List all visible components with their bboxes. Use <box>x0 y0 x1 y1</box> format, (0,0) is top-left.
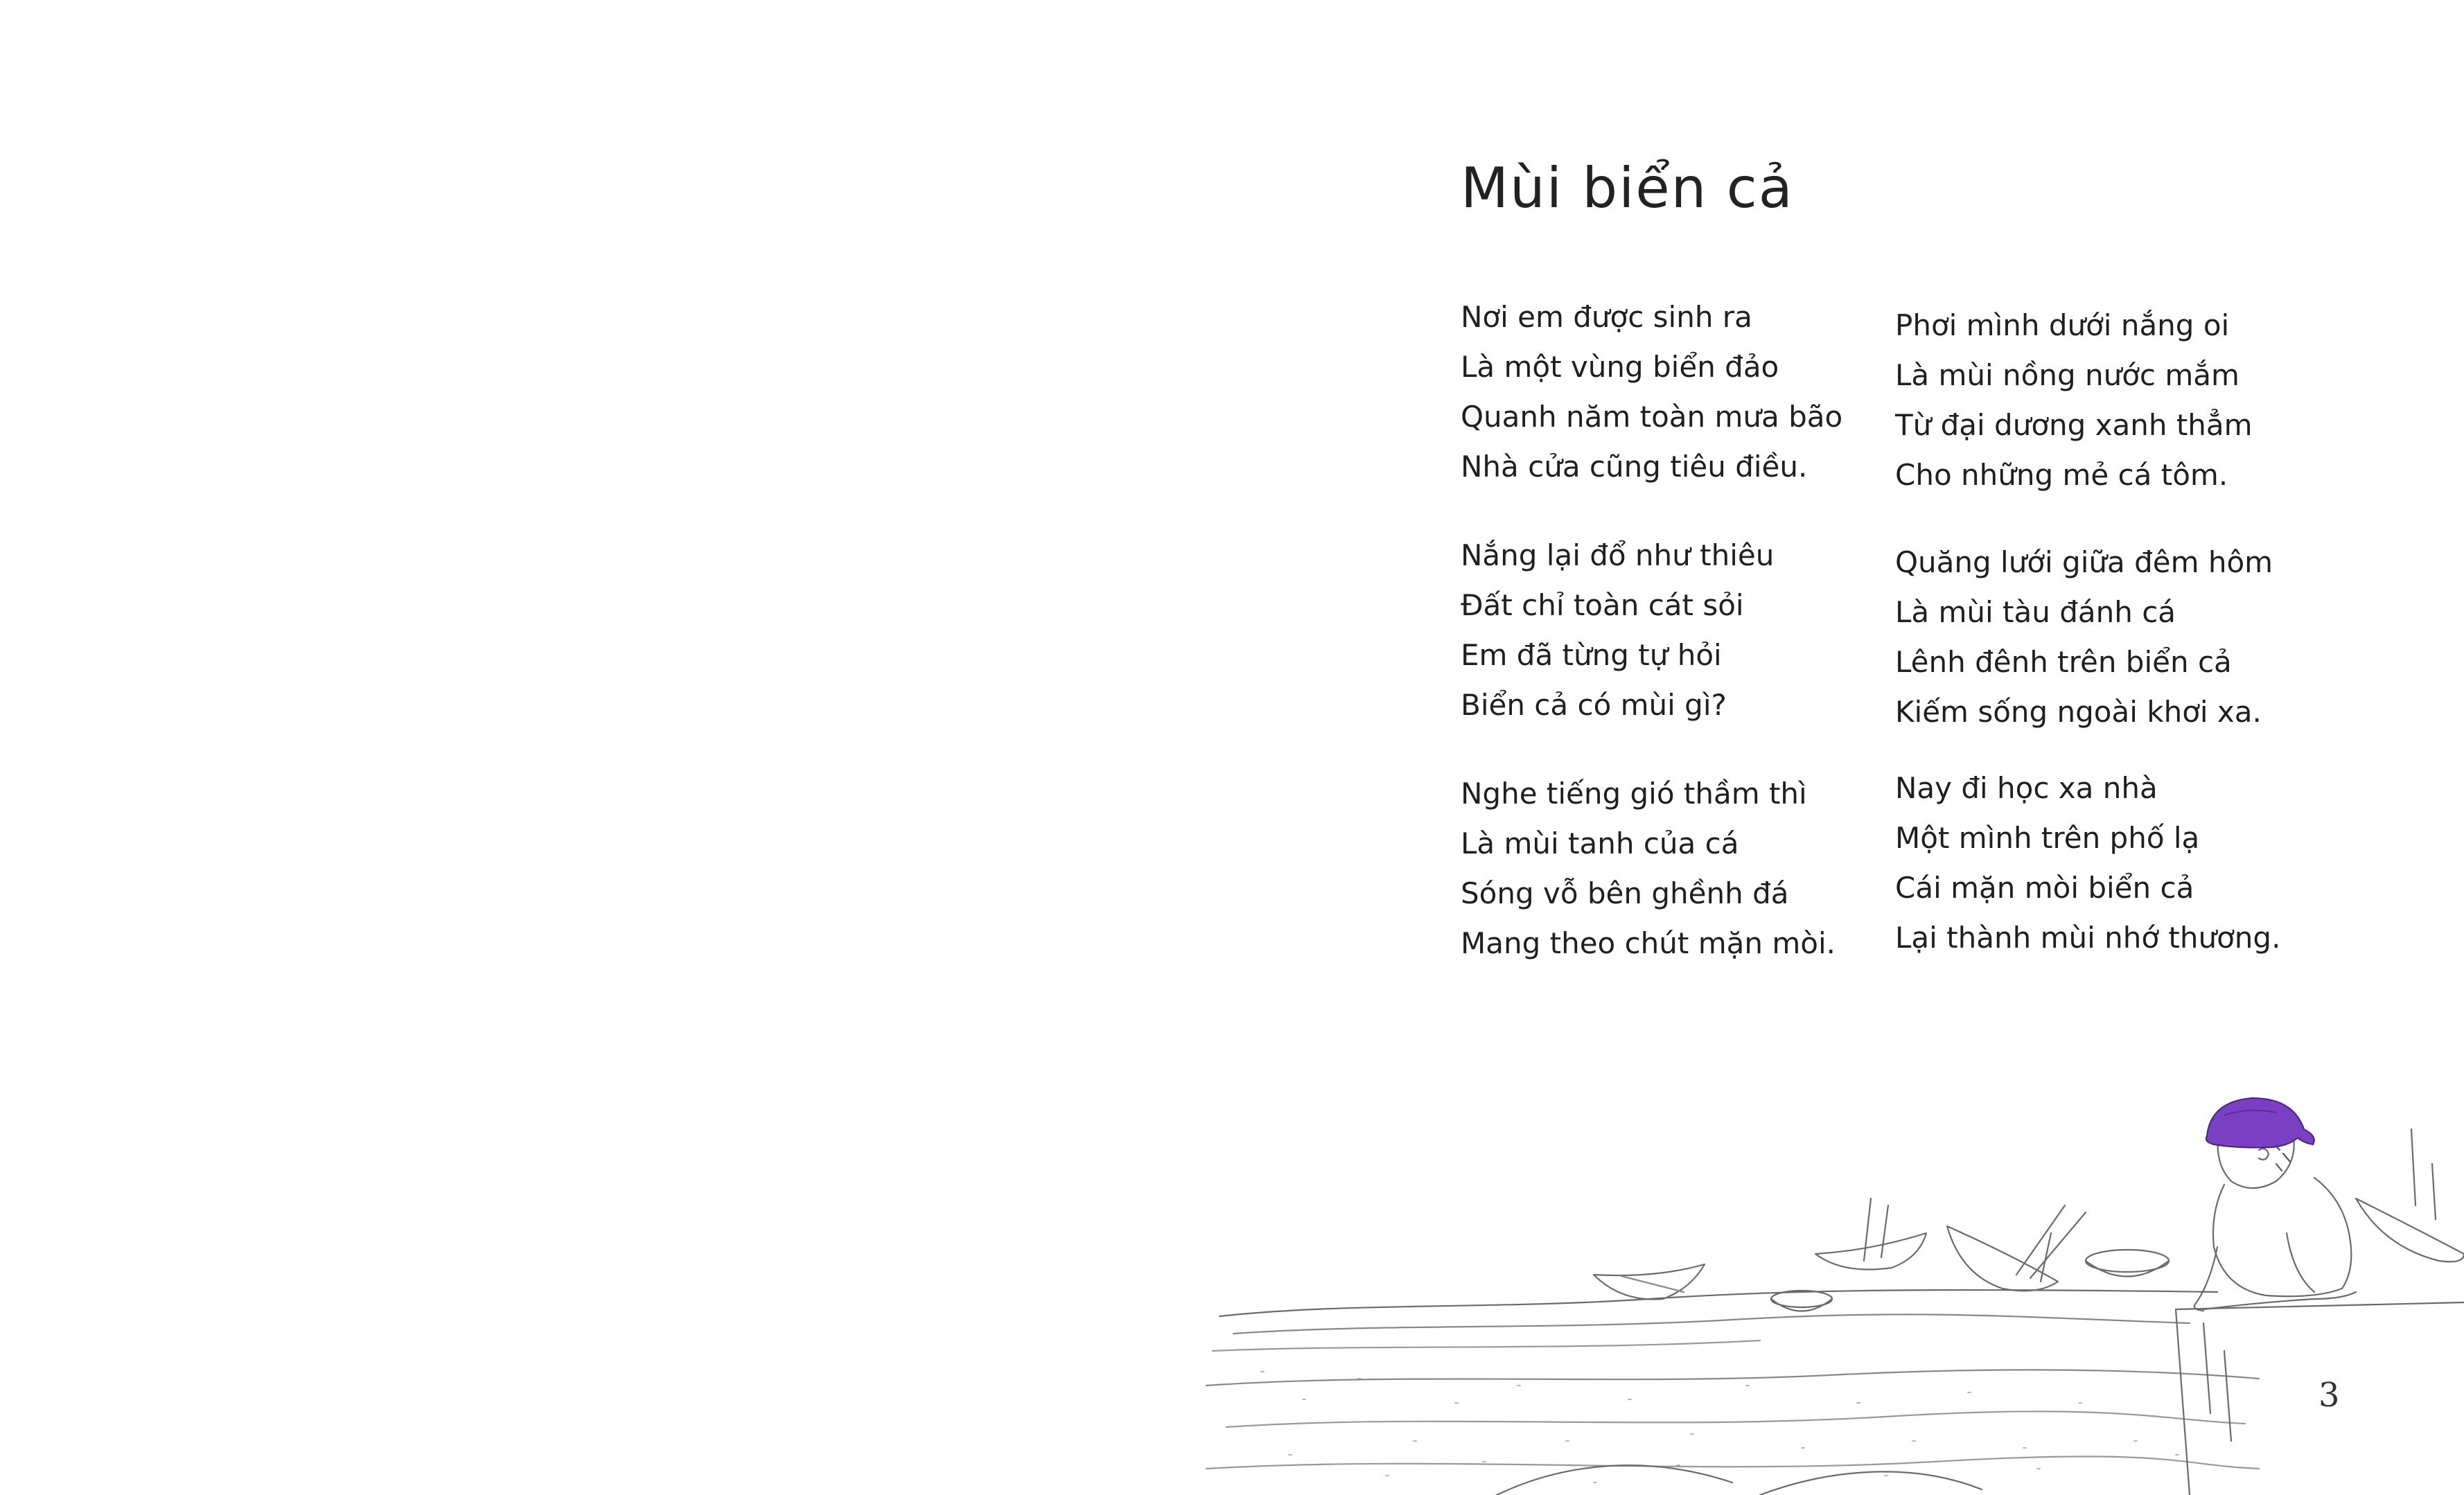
poem-line: Kiếm sống ngoài khơi xa. <box>1895 695 2262 729</box>
stanza-4 <box>1895 301 2339 500</box>
purple-cap <box>2206 1098 2314 1148</box>
beach-illustration <box>1206 1025 2464 1495</box>
poem-line: Nay đi học xa nhà <box>1895 771 2158 805</box>
poem-line: Lênh đênh trên biển cả <box>1895 645 2232 679</box>
poem-line: Mang theo chút mặn mòi. <box>1461 926 1836 960</box>
poem-line: Nghe tiếng gió thầm thì <box>1461 777 1807 811</box>
poem-line: Nơi em được sinh ra <box>1461 300 1752 334</box>
poem-line: Từ đại dương xanh thẳm <box>1895 408 2253 442</box>
poem-line: Sóng vỗ bên ghềnh đá <box>1461 876 1789 910</box>
poem-line: Biển cả có mùi gì? <box>1461 688 1727 722</box>
poem-right-column <box>1895 301 2339 963</box>
poem-line: Là mùi tàu đánh cá <box>1895 595 2176 629</box>
poem-title: Mùi biển cả <box>1461 156 1794 220</box>
poem-line: Phơi mình dưới nắng oi <box>1895 308 2230 342</box>
poem-line: Một mình trên phố lạ <box>1895 821 2200 855</box>
poem-line: Quăng lưới giữa đêm hôm <box>1895 545 2273 579</box>
stanza-6 <box>1895 763 2339 963</box>
stanza-2 <box>1461 531 1904 730</box>
poem-line: Em đã từng tự hỏi <box>1461 638 1722 672</box>
poem-line: Cho những mẻ cá tôm. <box>1895 458 2228 492</box>
poem-line: Cái mặn mòi biển cả <box>1895 871 2194 905</box>
poem-line: Là mùi tanh của cá <box>1461 826 1739 860</box>
poem-line: Lại thành mùi nhớ thương. <box>1895 921 2281 955</box>
page-number: 3 <box>2318 1376 2340 1415</box>
stanza-3 <box>1461 769 1904 968</box>
poem-line: Nắng lại đổ như thiêu <box>1461 538 1775 572</box>
poem-line: Là mùi nồng nước mắm <box>1895 358 2239 392</box>
stanza-1 <box>1461 292 1904 492</box>
poem-line: Là một vùng biển đảo <box>1461 350 1779 384</box>
poem-line: Quanh năm toàn mưa bão <box>1461 400 1843 434</box>
stanza-5 <box>1895 538 2339 737</box>
poem-left-column <box>1461 292 1904 968</box>
poem-line: Đất chỉ toàn cát sỏi <box>1461 588 1744 622</box>
poem-line: Nhà cửa cũng tiêu điều. <box>1461 450 1808 484</box>
